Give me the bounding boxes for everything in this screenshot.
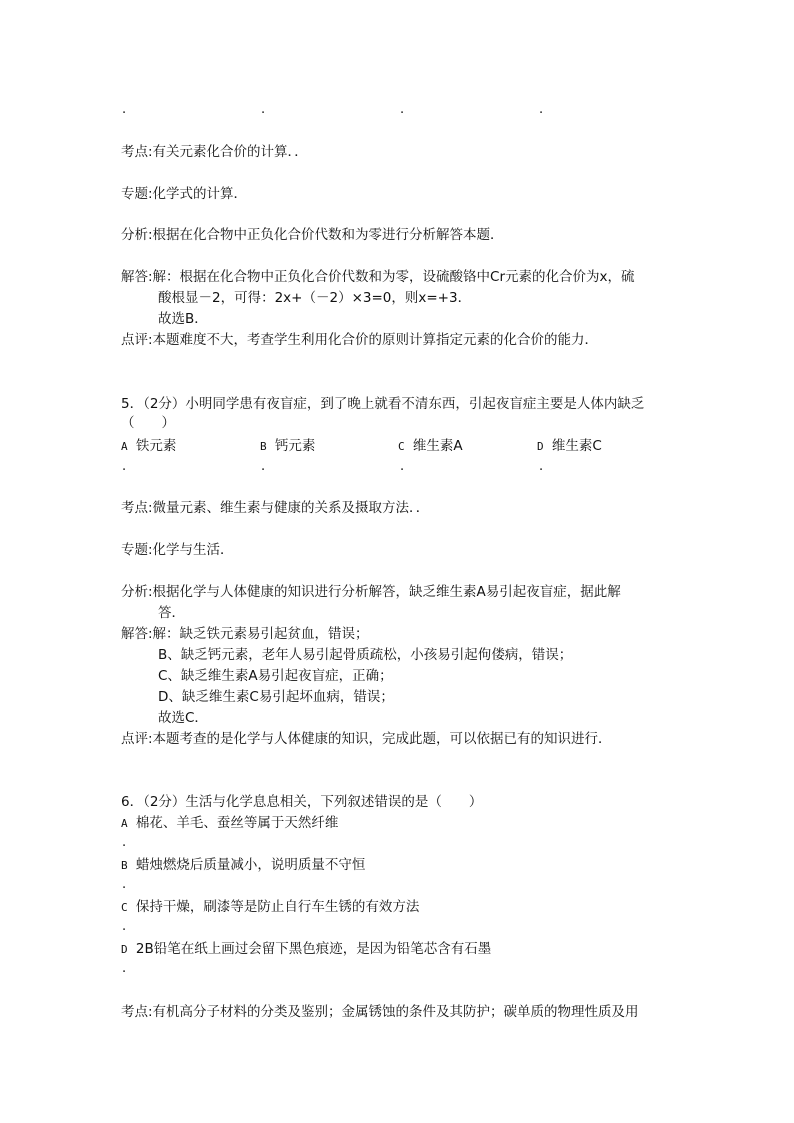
q6-kaodian: 考点:有机高分子材料的分类及鉴别；金属锈蚀的条件及其防护；碳单质的物理性质及用 [121,1004,639,1020]
q5-option-a [121,437,176,456]
q5-option-b [260,437,315,456]
option-dot: . [539,102,544,117]
option-dot: . [400,102,405,117]
option-text: 钙元素 [274,438,316,454]
q5-jieda-line-3: C、缺乏维生素A易引起夜盲症，正确； [158,668,393,684]
option-letter: D [121,943,128,956]
option-dot: . [122,835,127,850]
q4-fenxi: 分析:根据在化合物中正负化合价代数和为零进行分析解答本题． [121,227,504,243]
option-dot: . [539,459,544,474]
q4-zhuanti: 专题:化学式的计算． [121,186,248,202]
option-letter: D [537,440,544,453]
q5-option-c [398,437,463,456]
option-letter: C [121,901,128,914]
q6-option-d [121,940,491,959]
option-dot: . [122,919,127,934]
q4-kaodian: 考点:有关元素化合价的计算．． [121,144,308,160]
q5-jieda-line-5: 故选C． [158,710,208,726]
q4-jieda-line-3: 故选B． [158,311,208,327]
option-dot: . [122,459,127,474]
option-dot: . [122,961,127,976]
option-text: 蜡烛燃烧后质量减小，说明质量不守恒 [135,857,366,873]
option-dot: . [122,102,127,117]
option-letter: B [121,859,128,872]
option-text: 维生素C [551,438,602,454]
q4-dianping: 点评:本题难度不大，考查学生利用化合价的原则计算指定元素的化合价的能力． [121,332,599,348]
q5-fenxi-line-1: 分析:根据化学与人体健康的知识进行分析解答，缺乏维生素A易引起夜盲症，据此解 [121,584,621,600]
option-text: 铁元素 [135,438,177,454]
option-dot: . [122,877,127,892]
option-text: 2B铅笔在纸上画过会留下黑色痕迹，是因为铅笔芯含有石墨 [135,941,492,957]
option-text: 保持干燥，刷漆等是防止自行车生锈的有效方法 [135,899,420,915]
q5-option-d [537,437,602,456]
option-text: 维生素A [412,438,463,454]
q6-option-b [121,856,365,875]
q4-jieda-line-1: 解答:解：根据在化合物中正负化合价代数和为零，设硫酸铬中Cr元素的化合价为x，硫 [121,269,635,285]
option-letter: B [260,440,267,453]
q5-stem-line-1: 5．（2分）小明同学患有夜盲症，到了晚上就看不清东西，引起夜盲症主要是人体内缺乏 [121,396,645,412]
option-dot: . [400,459,405,474]
option-letter: A [121,817,128,830]
q5-stem-line-2: （ ） [121,415,175,431]
q5-dianping: 点评:本题考查的是化学与人体健康的知识，完成此题，可以依据已有的知识进行． [121,731,612,747]
option-dot: . [261,102,266,117]
q6-option-a [121,814,338,833]
q6-option-c [121,898,419,917]
q5-zhuanti: 专题:化学与生活． [121,542,234,558]
option-letter: C [398,440,405,453]
q4-jieda-line-2: 酸根显－2，可得：2x+（－2）×3=0，则x=+3． [158,290,472,306]
option-letter: A [121,440,128,453]
q5-jieda-line-2: B、缺乏钙元素，老年人易引起骨质疏松，小孩易引起佝偻病，错误； [158,647,573,663]
option-text: 棉花、羊毛、蚕丝等属于天然纤维 [135,815,339,831]
option-dot: . [261,459,266,474]
q5-jieda-line-4: D、缺乏维生素C易引起坏血病，错误； [158,689,394,705]
q5-kaodian: 考点:微量元素、维生素与健康的关系及摄取方法．． [121,500,430,516]
q5-jieda-line-1: 解答:解：缺乏铁元素易引起贫血，错误； [121,626,369,642]
q5-fenxi-line-2: 答． [158,605,185,621]
q6-stem: 6．（2分）生活与化学息息相关，下列叙述错误的是（ ） [121,794,483,810]
